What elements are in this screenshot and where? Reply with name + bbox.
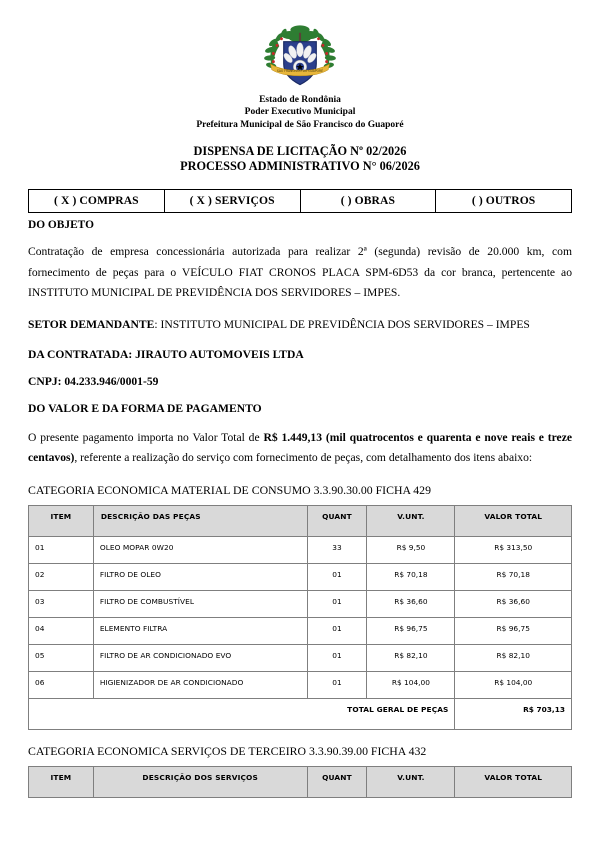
cell-quant: 33	[307, 536, 367, 563]
table-row	[29, 536, 572, 563]
col-header-vunt: V.UNT.	[367, 505, 455, 536]
payment-amount: R$ 1.449,13 (mil quatrocentos e quarenta e nove reais e treze centavos)	[28, 430, 572, 465]
table-row	[29, 190, 572, 213]
title-processo: PROCESSO ADMINISTRATIVO N° 06/2026	[180, 159, 420, 174]
cell-quant: 01	[307, 590, 367, 617]
object-paragraph: Contratação de empresa concessionária autorizada para realizar 2ª (segunda) revisão de 20.000 km, com fornecimento de peças para o VEÍCULO FIAT CRONOS PLACA SPM-6D53 da cor branca, pertencente ao INSTITUTO MUNICIPAL DE PREVIDÊNCIA DOS SERVIDORES – IMPES.	[28, 245, 572, 300]
col-header-item: ITEM	[29, 766, 94, 797]
total-label: TOTAL GERAL DE PEÇAS	[29, 698, 455, 729]
modality-outros[interactable]: ( ) OUTROS	[436, 190, 572, 213]
table-row	[29, 671, 572, 698]
table-total-row	[29, 698, 572, 729]
modality-servicos[interactable]: ( X ) SERVIÇOS	[164, 190, 300, 213]
modality-table	[28, 189, 572, 213]
page-title	[28, 144, 572, 174]
col-header-item: ITEM	[29, 505, 94, 536]
table-header-row	[29, 505, 572, 536]
cell-total: R$ 313,50	[455, 536, 572, 563]
payment-text-before: O presente pagamento importa no Valor Total de	[28, 430, 264, 444]
parts-table	[28, 505, 572, 730]
cell-vunt: R$ 9,50	[367, 536, 455, 563]
cell-desc: OLEO MOPAR 0W20	[93, 536, 307, 563]
cell-vunt: R$ 82,10	[367, 644, 455, 671]
col-header-desc: DESCRIÇÃO DOS SERVIÇOS	[93, 766, 307, 797]
modality-obras[interactable]: ( ) OBRAS	[300, 190, 436, 213]
cell-vunt: R$ 70,18	[367, 563, 455, 590]
cell-desc: HIGIENIZADOR DE AR CONDICIONADO	[93, 671, 307, 698]
cell-vunt: R$ 96,75	[367, 617, 455, 644]
category-line-services: CATEGORIA ECONOMICA SERVIÇOS DE TERCEIRO 3.3.90.39.00 FICHA 432	[28, 743, 427, 758]
col-header-desc: DESCRIÇÃO DAS PEÇAS	[93, 505, 307, 536]
cell-quant: 01	[307, 617, 367, 644]
object-heading: DO OBJETO	[28, 219, 94, 232]
col-header-quant: QUANT	[307, 766, 367, 797]
payment-text-after: , referente a realização do serviço com fornecimento de peças, com detalhamento dos itens abaixo:	[74, 451, 533, 465]
sector-value: INSTITUTO MUNICIPAL DE PREVIDÊNCIA DOS SERVIDORES – IMPES	[160, 317, 530, 331]
table-row	[29, 563, 572, 590]
cell-total: R$ 36,60	[455, 590, 572, 617]
cell-item: 04	[29, 617, 94, 644]
total-value: R$ 703,13	[455, 698, 572, 729]
cell-desc: FILTRO DE OLEO	[93, 563, 307, 590]
contracted-line: DA CONTRATADA: JIRAUTO AUTOMOVEIS LTDA	[28, 347, 304, 361]
category-line-parts: CATEGORIA ECONOMICA MATERIAL DE CONSUMO 3.3.90.30.00 FICHA 429	[28, 482, 431, 497]
cell-vunt: R$ 36,60	[367, 590, 455, 617]
coat-of-arms-icon	[263, 18, 337, 92]
sector-line	[28, 315, 572, 334]
cell-total: R$ 82,10	[455, 644, 572, 671]
cell-item: 03	[29, 590, 94, 617]
sector-label: SETOR DEMANDANTE	[28, 317, 155, 331]
org-line-power: Poder Executivo Municipal	[244, 107, 356, 118]
col-header-total: VALOR TOTAL	[455, 766, 572, 797]
cell-total: R$ 96,75	[455, 617, 572, 644]
table-row	[29, 644, 572, 671]
table-row	[29, 617, 572, 644]
cell-quant: 01	[307, 671, 367, 698]
payment-heading: DO VALOR E DA FORMA DE PAGAMENTO	[28, 401, 262, 415]
col-header-total: VALOR TOTAL	[455, 505, 572, 536]
services-table	[28, 766, 572, 798]
cell-desc: FILTRO DE AR CONDICIONADO EVO	[93, 644, 307, 671]
cell-item: 02	[29, 563, 94, 590]
cell-total: R$ 104,00	[455, 671, 572, 698]
modality-compras[interactable]: ( X ) COMPRAS	[29, 190, 165, 213]
org-line-city: Prefeitura Municipal de São Francisco do Guaporé	[196, 119, 404, 130]
title-dispensa: DISPENSA DE LICITAÇÃO Nº 02/2026	[193, 144, 407, 159]
col-header-quant: QUANT	[307, 505, 367, 536]
cell-desc: FILTRO DE COMBUSTÍVEL	[93, 590, 307, 617]
cell-desc: ELEMENTO FILTRA	[93, 617, 307, 644]
table-row	[29, 590, 572, 617]
cell-quant: 01	[307, 644, 367, 671]
cell-item: 05	[29, 644, 94, 671]
crest-container	[28, 0, 572, 92]
cell-total: R$ 70,18	[455, 563, 572, 590]
cnpj-line: CNPJ: 04.233.946/0001-59	[28, 374, 159, 388]
table-header-row	[29, 766, 572, 797]
cell-vunt: R$ 104,00	[367, 671, 455, 698]
svg-text:SÃO FRANCISCO DO GUAPORÉ: SÃO FRANCISCO DO GUAPORÉ	[276, 69, 324, 74]
payment-paragraph	[28, 428, 572, 469]
sector-separator: :	[154, 317, 161, 331]
organization-header	[28, 94, 572, 131]
cell-item: 06	[29, 671, 94, 698]
col-header-vunt: V.UNT.	[367, 766, 455, 797]
cell-item: 01	[29, 536, 94, 563]
cell-quant: 01	[307, 563, 367, 590]
org-line-state: Estado de Rondônia	[259, 95, 341, 105]
